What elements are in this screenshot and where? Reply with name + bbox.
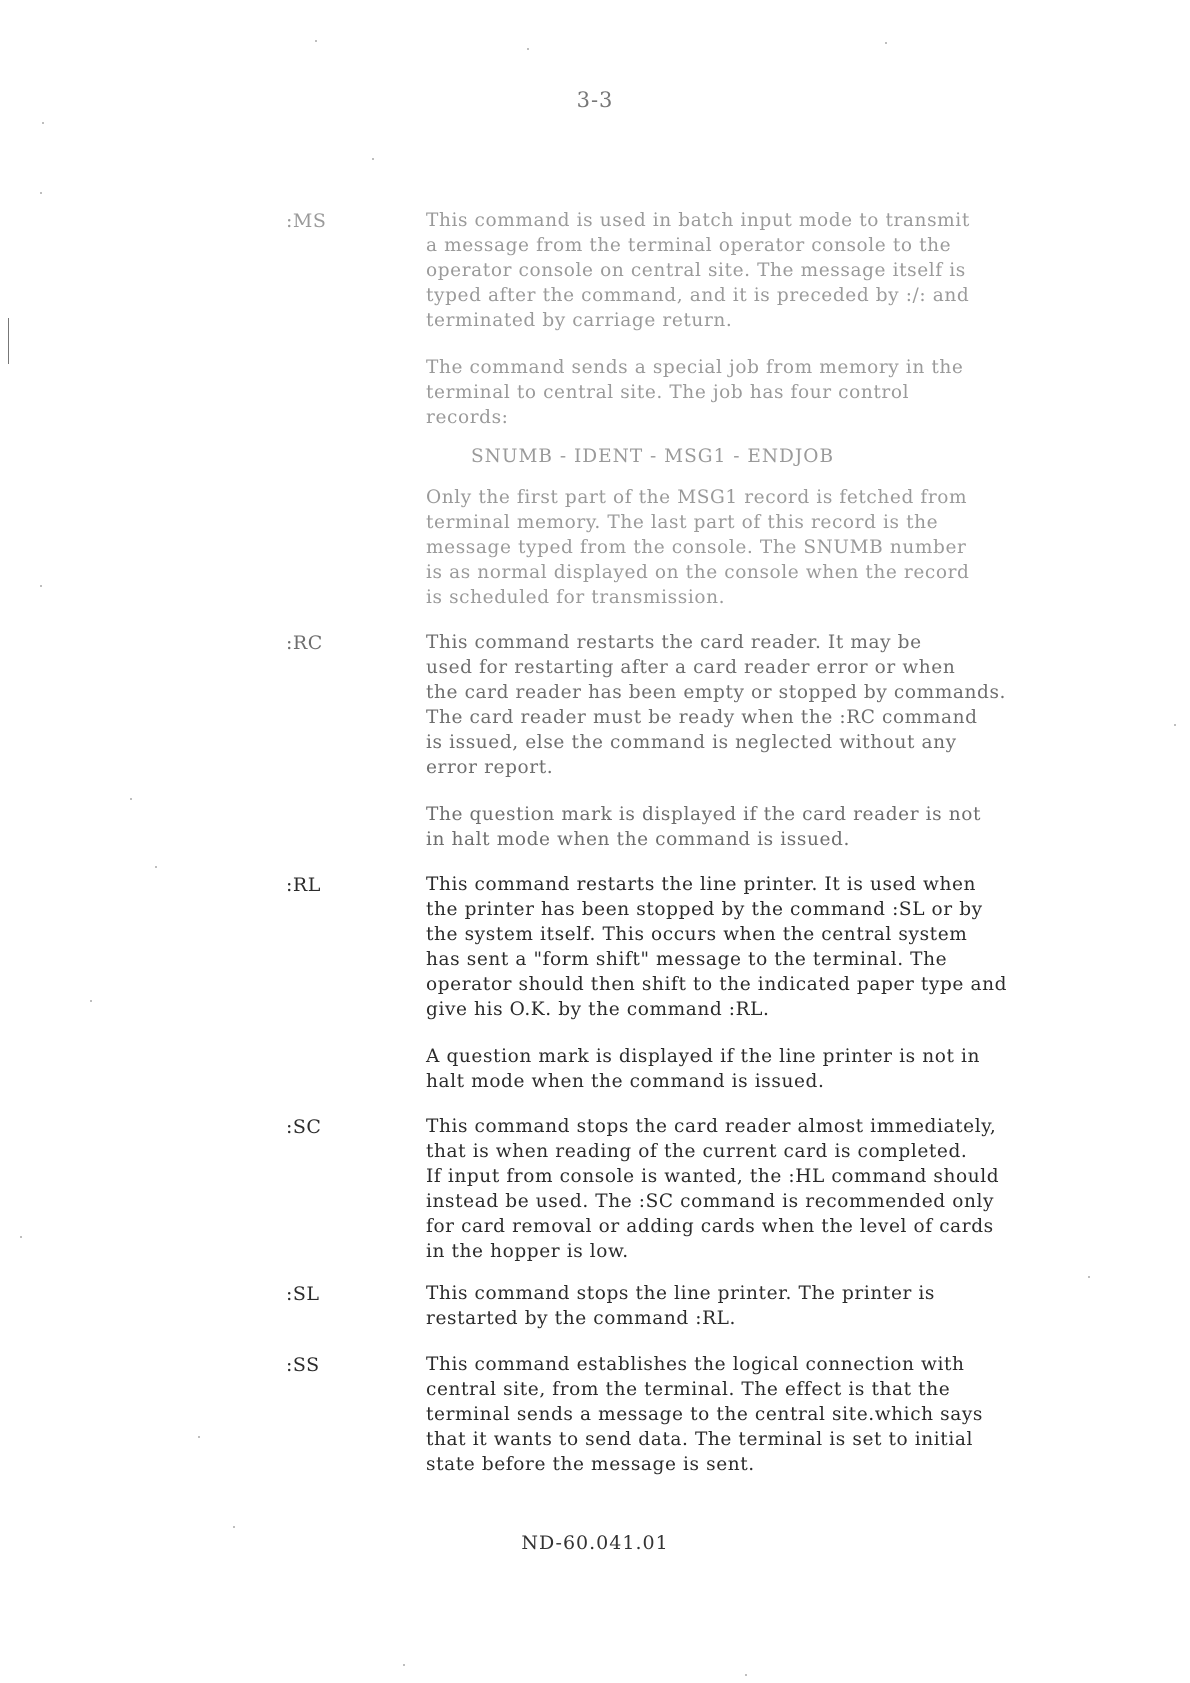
scan-speck (130, 798, 132, 800)
scan-speck (403, 1664, 405, 1666)
text-line: that it wants to send data. The terminal is set to initial (426, 1429, 974, 1450)
command-description (426, 1114, 1056, 1286)
paragraph (426, 355, 1056, 430)
text-line: message typed from the console. The SNUMB number (426, 537, 967, 558)
text-line: in halt mode when the command is issued. (426, 829, 850, 850)
scan-margin-mark (8, 318, 9, 364)
paragraph (426, 208, 1056, 333)
text-line: terminal to central site. The job has four control (426, 382, 910, 403)
text-line: a message from the terminal operator console to the (426, 235, 952, 256)
paragraph (426, 1352, 1056, 1477)
text-line: give his O.K. by the command :RL. (426, 999, 770, 1020)
scan-speck (1174, 724, 1176, 726)
paragraph (426, 485, 1056, 610)
document-footer: ND-60.041.01 (521, 1532, 669, 1554)
command-description (426, 1281, 1056, 1353)
scan-speck (527, 48, 529, 50)
scan-speck (315, 40, 317, 42)
text-line: that is when reading of the current card is completed. (426, 1141, 968, 1162)
text-line: terminal sends a message to the central site.which says (426, 1404, 984, 1425)
text-line: is as normal displayed on the console when the record (426, 562, 970, 583)
text-line: has sent a "form shift" message to the terminal. The (426, 949, 948, 970)
text-line: This command is used in batch input mode to transmit (426, 210, 970, 231)
text-line: halt mode when the command is issued. (426, 1071, 825, 1092)
scan-speck (885, 42, 887, 44)
page-number: 3-3 (576, 88, 614, 112)
text-line: This command establishes the logical connection with (426, 1354, 965, 1375)
text-line: the card reader has been empty or stopped by commands. (426, 682, 1007, 703)
text-line: If input from console is wanted, the :HL command should (426, 1166, 1000, 1187)
text-line: is issued, else the command is neglected without any (426, 732, 957, 753)
text-line: used for restarting after a card reader error or when (426, 657, 956, 678)
command-label: :RC (286, 632, 323, 654)
command-description (426, 208, 1056, 632)
text-line: records: (426, 407, 509, 428)
text-line: The question mark is displayed if the card reader is not (426, 804, 982, 825)
text-line: The command sends a special job from memory in the (426, 357, 964, 378)
text-line: A question mark is displayed if the line printer is not in (426, 1046, 981, 1067)
paragraph (426, 1281, 1056, 1331)
paragraph (426, 802, 1056, 852)
text-line: This command restarts the line printer. It is used when (426, 874, 977, 895)
scan-speck (233, 1526, 235, 1528)
paragraph (426, 1044, 1056, 1094)
command-label: :SC (286, 1116, 322, 1138)
command-label: :MS (286, 210, 327, 232)
paragraph (426, 872, 1056, 1022)
command-description (426, 872, 1056, 1116)
text-line: This command stops the card reader almost immediately, (426, 1116, 997, 1137)
command-label: :SL (286, 1283, 320, 1305)
paragraph (426, 630, 1056, 780)
scan-speck (1088, 1276, 1090, 1278)
command-label: :SS (286, 1354, 320, 1376)
text-line: state before the message is sent. (426, 1454, 755, 1475)
command-description (426, 630, 1056, 874)
text-line: for card removal or adding cards when the level of cards (426, 1216, 994, 1237)
scan-speck (20, 1236, 22, 1238)
text-line: instead be used. The :SC command is recommended only (426, 1191, 995, 1212)
scan-speck (90, 1000, 92, 1002)
text-line: This command stops the line printer. The printer is (426, 1283, 936, 1304)
text-line: restarted by the command :RL. (426, 1308, 737, 1329)
text-line: error report. (426, 757, 554, 778)
scan-speck (42, 122, 44, 124)
text-line: the printer has been stopped by the command :SL or by (426, 899, 983, 920)
scan-speck (198, 1436, 200, 1438)
scan-speck (372, 158, 374, 160)
text-line: terminal memory. The last part of this record is the (426, 512, 939, 533)
command-label: :RL (286, 874, 321, 896)
text-line: the system itself. This occurs when the central system (426, 924, 968, 945)
scan-speck (40, 585, 42, 587)
text-line: central site, from the terminal. The effect is that the (426, 1379, 951, 1400)
record-sequence: SNUMB - IDENT - MSG1 - ENDJOB (471, 446, 835, 467)
text-line: The card reader must be ready when the :RC command (426, 707, 978, 728)
text-line: operator should then shift to the indicated paper type and (426, 974, 1008, 995)
text-line: Only the first part of the MSG1 record is fetched from (426, 487, 968, 508)
text-line: operator console on central site. The message itself is (426, 260, 966, 281)
scan-speck (745, 1674, 747, 1676)
text-line: typed after the command, and it is preceded by :/: and (426, 285, 970, 306)
text-line: This command restarts the card reader. It may be (426, 632, 922, 653)
paragraph (426, 1114, 1056, 1264)
scan-speck (40, 192, 42, 194)
text-line: terminated by carriage return. (426, 310, 733, 331)
command-description (426, 1352, 1056, 1499)
scan-speck (155, 866, 157, 868)
text-line: in the hopper is low. (426, 1241, 629, 1262)
text-line: is scheduled for transmission. (426, 587, 726, 608)
